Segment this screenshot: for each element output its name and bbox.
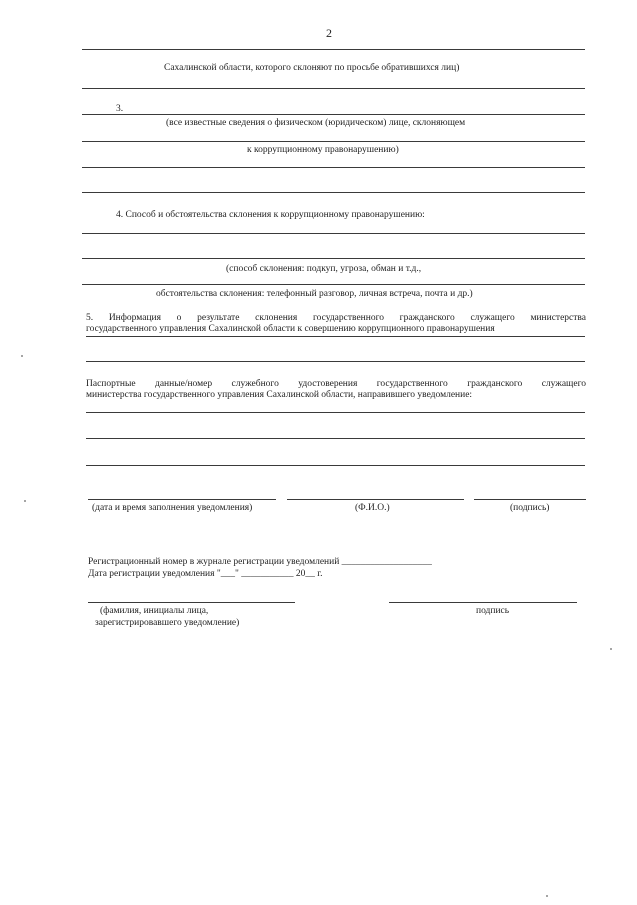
blank-line [82, 233, 585, 234]
registrar-signature-label: подпись [476, 606, 510, 616]
blank-line [82, 141, 585, 142]
scan-speck [546, 895, 548, 897]
item3-hint-line1: (все известные сведения о физическом (юридическом) лице, склоняющем [166, 118, 466, 128]
item3-number: 3. [116, 104, 124, 114]
fio-fill-line [287, 499, 464, 500]
fio-label: (Ф.И.О.) [355, 503, 390, 513]
item4-hint-line2: обстоятельства склонения: телефонный разговор, личная встреча, почта и др.) [156, 289, 473, 299]
registration-date-label: Дата регистрации уведомления "___" ___________ 20__ г. [88, 569, 323, 579]
blank-line [86, 438, 585, 439]
item5-fill-line [86, 336, 585, 337]
blank-line [86, 412, 585, 413]
blank-line [82, 192, 585, 193]
item4-hint-line1: (способ склонения: подкуп, угроза, обман и т.д., [226, 264, 422, 274]
item4-text: 4. Способ и обстоятельства склонения к коррупционному правонарушению: [116, 210, 425, 220]
passport-line2: министерства государственного управления Сахалинской области, направившего уведомление: [86, 390, 473, 400]
scan-speck [24, 500, 26, 502]
item3-fill-line [82, 114, 585, 115]
region-continuation-text: Сахалинской области, которого склоняют по просьбе обратившихся лиц) [164, 63, 460, 73]
item5-line2: государственного управления Сахалинской области к совершению коррупционного правонарушения [86, 324, 495, 334]
registrar-label-line2: зарегистрировавшего уведомление) [95, 618, 240, 628]
signature-label: (подпись) [510, 503, 550, 513]
scan-speck [21, 355, 23, 357]
blank-line [82, 88, 585, 89]
scan-speck [610, 648, 612, 650]
blank-line [82, 49, 585, 50]
registrar-signature-fill-line [389, 602, 577, 603]
item4-fill-line [82, 284, 585, 285]
passport-line1: Паспортные данные/номер служебного удостоверения государственного гражданского служащего [86, 379, 586, 389]
blank-line [82, 167, 585, 168]
date-time-label: (дата и время заполнения уведомления) [92, 503, 253, 513]
registrar-name-fill-line [88, 602, 295, 603]
signature-fill-line [474, 499, 586, 500]
page-number: 2 [326, 26, 332, 40]
blank-line [86, 465, 585, 466]
date-fill-line [88, 499, 276, 500]
item4-fill-line [82, 258, 585, 259]
item5-line1: 5. Информация о результате склонения государственного гражданского служащего министерства [86, 313, 586, 323]
blank-line [86, 361, 585, 362]
item3-hint-line2: к коррупционному правонарушению) [247, 145, 399, 155]
registrar-label-line1: (фамилия, инициалы лица, [100, 606, 209, 616]
registration-number-label: Регистрационный номер в журнале регистрации уведомлений ___________________ [88, 557, 432, 567]
